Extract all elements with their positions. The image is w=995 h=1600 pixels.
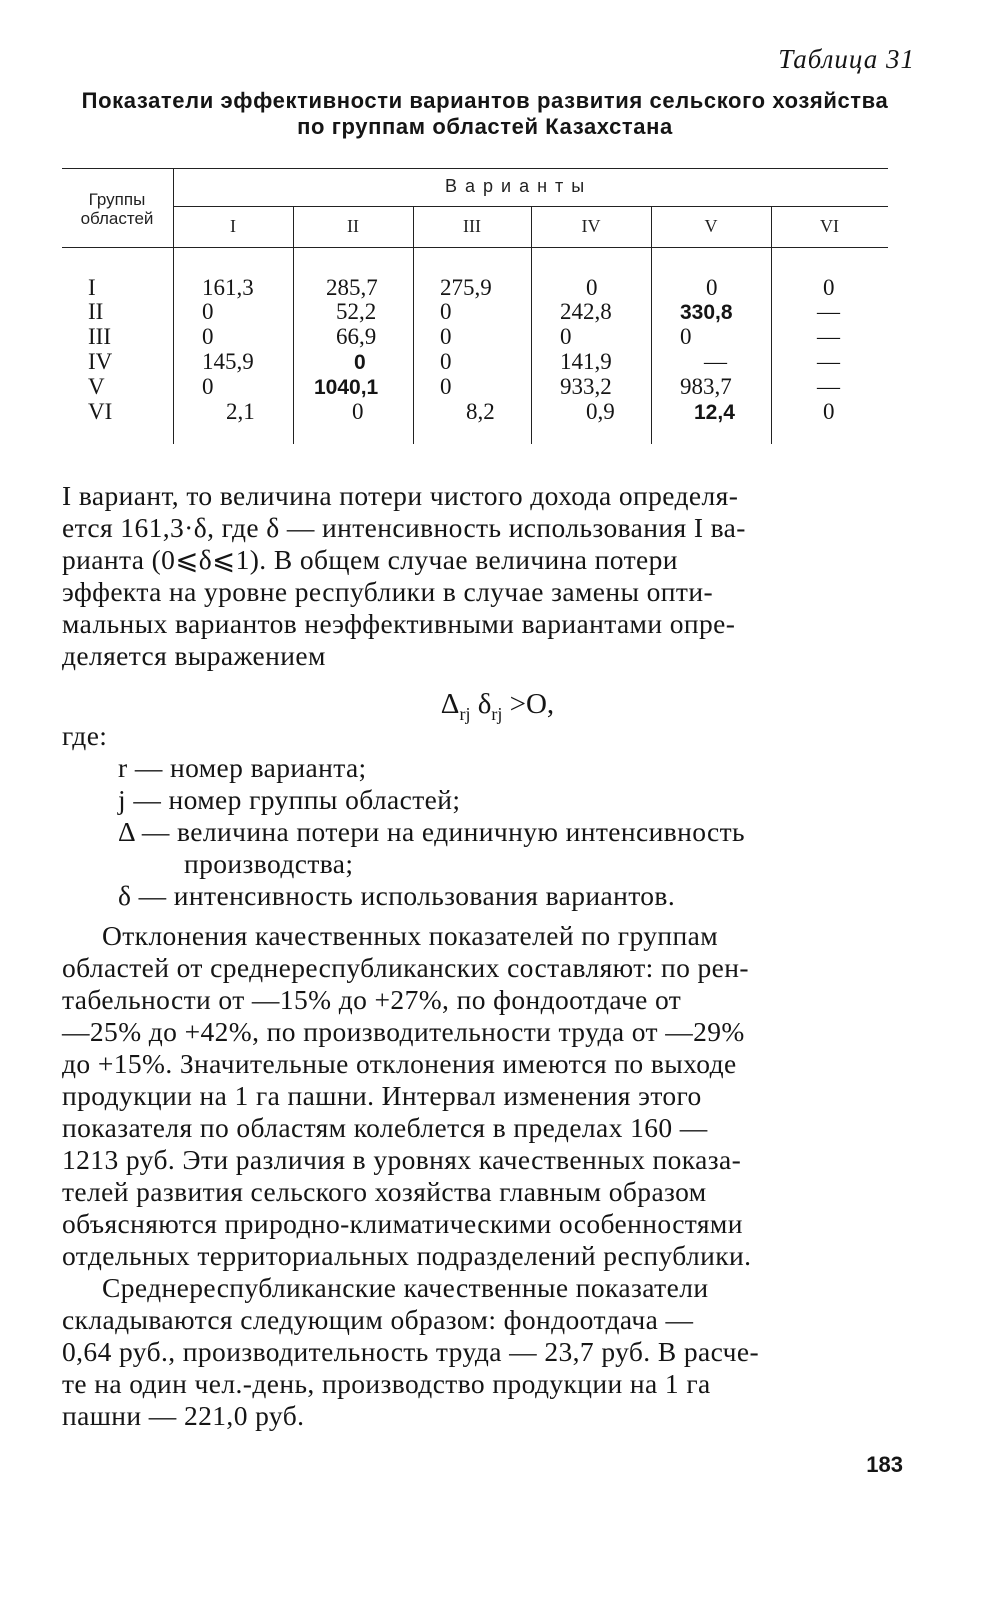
table-cell: 0 <box>440 349 452 374</box>
table-cell: 145,9 <box>202 349 254 374</box>
paragraph-2 <box>62 920 892 1272</box>
variant-column-label: III <box>463 216 481 236</box>
table-cell: 0 <box>823 275 835 300</box>
formula-delta: Δ <box>440 688 460 720</box>
formula-rest: >O, <box>502 688 555 720</box>
table-cell: 0 <box>440 324 452 349</box>
definition-item: Δ — величина потери на единичную интенсивность <box>118 816 745 847</box>
table-top-rule <box>62 168 888 169</box>
variant-column-label: IV <box>581 216 601 236</box>
text-line: табельности от —15% до +27%, по фондоотдаче от <box>62 984 682 1015</box>
variant-column-label: VI <box>820 216 839 236</box>
variant-column-label: II <box>347 216 359 236</box>
text-line: Среднереспубликанские качественные показатели <box>102 1272 709 1303</box>
table-cell: 0 <box>560 324 572 349</box>
paragraph-3 <box>62 1272 892 1432</box>
text-line: объясняются природно-климатическими особенностями <box>62 1208 743 1239</box>
definition-item: r — номер варианта; <box>118 752 367 783</box>
text-line: —25% до +42%, по производительности труда от —29% <box>62 1016 745 1047</box>
page-number: 183 <box>866 1452 903 1477</box>
table-cell: 0 <box>202 374 214 399</box>
variant-column-label: V <box>704 216 718 236</box>
text-line: мальных вариантов неэффективными вариантами опре- <box>62 608 736 639</box>
text-line: рианта (0⩽δ⩽1). В общем случае величина потери <box>62 544 678 575</box>
text-line: Отклонения качественных показателей по группам <box>102 920 719 951</box>
definitions-list <box>118 752 898 912</box>
table-cell: 0 <box>586 275 598 300</box>
table-cell: 66,9 <box>336 324 377 349</box>
table-cell: 0 <box>823 399 835 424</box>
column-divider <box>413 206 414 444</box>
table-cell: 0 <box>706 275 718 300</box>
text-line: эффекта на уровне республики в случае замены опти- <box>62 576 713 607</box>
text-line: показателя по областям колеблется в пределах 160 — <box>62 1112 708 1143</box>
row-group-label: VI <box>88 399 113 424</box>
table-cell: 242,8 <box>560 299 612 324</box>
table-cell: 983,7 <box>680 374 732 399</box>
table-cell: — <box>704 349 727 374</box>
table-title-line-2: по группам областей Казахстана <box>297 114 673 139</box>
group-header <box>62 190 172 228</box>
table-cell: — <box>817 374 840 399</box>
row-group-label: II <box>88 299 104 324</box>
header-bottom-rule <box>62 247 888 248</box>
definition-item: производства; <box>184 848 354 879</box>
text-line: 0,64 руб., производительность труда — 23,7 руб. В расче- <box>62 1336 760 1367</box>
table-cell: 0 <box>202 299 214 324</box>
row-group-label: III <box>88 324 111 349</box>
formula-subscript: rj <box>491 703 503 724</box>
group-header-line-1: Группы <box>88 190 146 209</box>
table-cell: 8,2 <box>466 399 495 424</box>
table-cell: 0 <box>680 324 692 349</box>
table-cell: — <box>817 299 840 324</box>
row-group-label: IV <box>88 349 113 374</box>
definition-item: j — номер группы областей; <box>118 784 461 815</box>
table-cell: 141,9 <box>560 349 612 374</box>
text-line: до +15%. Значительные отклонения имеются по выходе <box>62 1048 737 1079</box>
paragraph-1 <box>62 480 892 672</box>
text-line: областей от среднереспубликанских составляют: по рен- <box>62 952 749 983</box>
table-cell: 285,7 <box>326 275 378 300</box>
row-group-label: V <box>88 374 105 399</box>
formula-subscript: rj <box>459 703 471 724</box>
table-title-line-1: Показатели эффективности вариантов развития сельского хозяйства <box>81 88 889 113</box>
formula-small-delta: δ <box>470 688 492 720</box>
definition-item: δ — интенсивность использования вариантов. <box>118 880 676 911</box>
table-cell: 275,9 <box>440 275 492 300</box>
table-cell: 0 <box>202 324 214 349</box>
table-cell: 161,3 <box>202 275 254 300</box>
table-cell: 1040,1 <box>314 376 379 399</box>
text-line: отдельных территориальных подразделений республики. <box>62 1240 752 1271</box>
table-cell: 52,2 <box>336 299 377 324</box>
table-title <box>40 88 930 140</box>
table-cell: 0,9 <box>586 399 615 424</box>
table-cell: 0 <box>440 374 452 399</box>
text-line: продукции на 1 га пашни. Интервал изменения этого <box>62 1080 702 1111</box>
table-cell: 2,1 <box>226 399 255 424</box>
group-header-line-2: областей <box>80 209 154 228</box>
variants-header: Варианты <box>445 176 593 196</box>
table-cell: 933,2 <box>560 374 612 399</box>
table-cell: 0 <box>440 299 452 324</box>
table-number: Таблица 31 <box>778 44 915 74</box>
table-cell: 0 <box>352 399 364 424</box>
column-divider <box>651 206 652 444</box>
text-line: 1213 руб. Эти различия в уровнях качественных показа- <box>62 1144 742 1175</box>
text-line: складываются следующим образом: фондоотдача — <box>62 1304 694 1335</box>
column-divider <box>293 206 294 444</box>
text-line: I вариант, то величина потери чистого дохода определя- <box>62 480 739 511</box>
table-cell: — <box>817 349 840 374</box>
formula <box>0 688 995 725</box>
row-group-label: I <box>88 275 96 300</box>
text-line: телей развития сельского хозяйства главным образом <box>62 1176 707 1207</box>
text-line: пашни — 221,0 руб. <box>62 1400 305 1431</box>
text-line: деляется выражением <box>62 640 326 671</box>
where-label: где: <box>62 720 108 751</box>
text-line: те на один чел.-день, производство продукции на 1 га <box>62 1368 711 1399</box>
variant-column-label: I <box>230 216 236 236</box>
column-divider <box>531 206 532 444</box>
table-cell: 12,4 <box>694 401 735 424</box>
table-cell: — <box>817 324 840 349</box>
data-table <box>62 168 912 460</box>
column-divider <box>771 206 772 444</box>
table-cell: 330,8 <box>680 301 733 324</box>
table-cell: 0 <box>354 351 366 374</box>
group-column-divider <box>173 168 174 444</box>
text-line: ется 161,3·δ, где δ — интенсивность использования I ва- <box>62 512 746 543</box>
